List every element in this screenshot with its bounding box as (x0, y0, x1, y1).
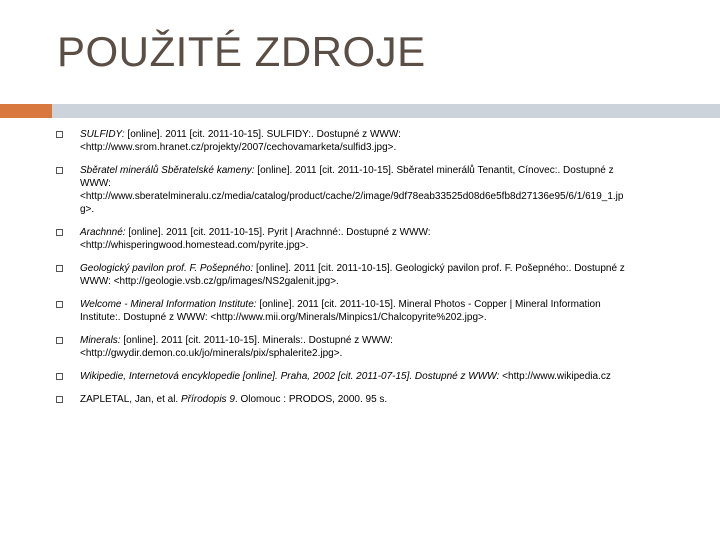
reference-item (56, 298, 686, 324)
square-bullet-icon (56, 167, 63, 174)
reference-item (56, 334, 686, 360)
reference-item (56, 370, 686, 383)
reference-url: Institute:. Dostupné z WWW: <http://www.mii.org/Minerals/Minpics1/Chalcopyrite%202.jpg>. (80, 312, 487, 323)
reference-text: [online]. 2011 [cit. 2011-10-15]. Pyrit | Arachnné:. Dostupné z WWW: (125, 227, 431, 238)
reference-source: Sběratel minerálů Sběratelské kameny: (80, 165, 255, 176)
reference-source: Minerals: (80, 335, 121, 346)
reference-authors: ZAPLETAL, Jan, et al. (80, 394, 181, 405)
square-bullet-icon (56, 229, 63, 236)
reference-source: Arachnné: (80, 227, 126, 238)
reference-text: [online]. 2011 [cit. 2011-10-15]. SULFIDY:. Dostupné z WWW: (124, 129, 401, 140)
reference-text: [online]. 2011 [cit. 2011-10-15]. Sběratel minerálů Tenantit, Cínovec:. Dostupné z (254, 165, 614, 176)
slide-title: POUŽITÉ ZDROJE (57, 28, 426, 75)
reference-item (56, 164, 686, 216)
reference-source: SULFIDY: (80, 129, 125, 140)
reference-url: g>. (80, 204, 95, 215)
reference-item (56, 128, 686, 154)
reference-text: [online]. 2011 [cit. 2011-10-15]. Minerals:. Dostupné z WWW: (120, 335, 393, 346)
reference-item (56, 226, 686, 252)
title-accent-bar (0, 104, 52, 118)
reference-text: [online]. 2011 [cit. 2011-10-15]. Mineral Photos - Copper | Mineral Information (256, 299, 601, 310)
square-bullet-icon (56, 396, 63, 403)
reference-source: Welcome - Mineral Information Institute: (80, 299, 257, 310)
reference-text: . Olomouc : PRODOS, 2000. 95 s. (234, 394, 388, 405)
reference-source: Přírodopis 9 (180, 394, 235, 405)
reference-text: WWW: (80, 178, 111, 189)
reference-item (56, 393, 686, 406)
square-bullet-icon (56, 265, 63, 272)
square-bullet-icon (56, 301, 63, 308)
reference-url: <http://www.srom.hranet.cz/projekty/2007/cechovamarketa/sulfid3.jpg>. (80, 142, 397, 153)
square-bullet-icon (56, 337, 63, 344)
reference-item (56, 262, 686, 288)
reference-url: <http://gwydir.demon.co.uk/jo/minerals/pix/sphalerite2.jpg>. (80, 348, 343, 359)
reference-url: <http://www.sberatelmineralu.cz/media/catalog/product/cache/2/image/9df78eab33525d08d6e5fb8d27136e95/6/1/619_1.jp (80, 191, 624, 202)
square-bullet-icon (56, 131, 63, 138)
title-divider-bar (52, 104, 720, 118)
reference-text: [online]. 2011 [cit. 2011-10-15]. Geologický pavilon prof. F. Pošepného:. Dostupné z (253, 263, 625, 274)
square-bullet-icon (56, 373, 63, 380)
reference-source: Geologický pavilon prof. F. Pošepného: (80, 263, 254, 274)
reference-url: <http://whisperingwood.homestead.com/pyrite.jpg>. (80, 240, 309, 251)
reference-url: <http://www.wikipedia.cz (499, 371, 611, 382)
reference-url: WWW: <http://geologie.vsb.cz/gp/images/NS2galenit.jpg>. (80, 276, 339, 287)
reference-list (56, 124, 686, 406)
reference-source: Wikipedie, Internetová encyklopedie [online]. Praha, 2002 [cit. 2011-07-15]. Dostupné z WWW: (80, 371, 500, 382)
